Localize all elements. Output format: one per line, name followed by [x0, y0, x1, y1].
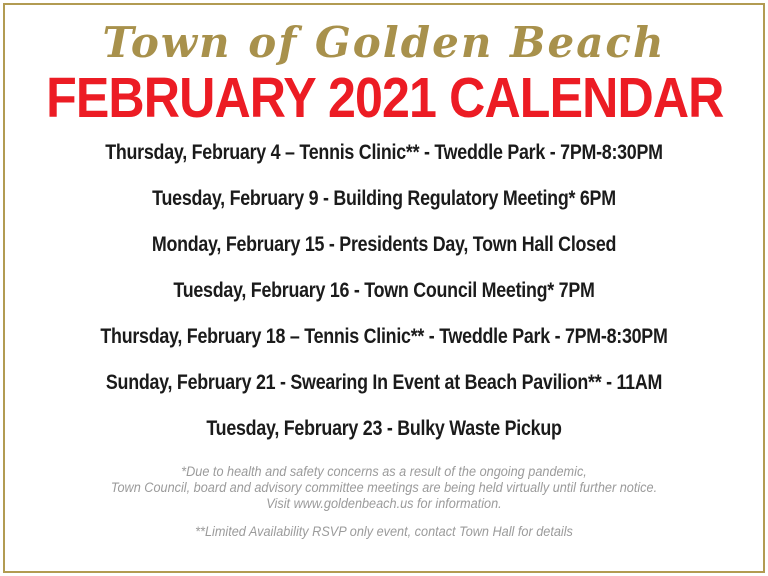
- event-line-feb15: Monday, February 15 - Presidents Day, Town Hall Closed: [151, 233, 617, 256]
- pandemic-footnote-line-3: Visit www.goldenbeach.us for information.: [266, 496, 502, 511]
- calendar-title: FEBRUARY 2021 CALENDAR: [46, 66, 724, 130]
- event-list: [0, 142, 768, 439]
- town-name-heading: Town of Golden Beach: [102, 18, 666, 67]
- event-line-feb21: Sunday, February 21 - Swearing In Event at Beach Pavilion** - 11AM: [105, 371, 663, 394]
- pandemic-footnote-line-1: *Due to health and safety concerns as a result of the ongoing pandemic,: [181, 464, 587, 479]
- event-line-feb9: Tuesday, February 9 - Building Regulatory Meeting* 6PM: [152, 187, 616, 210]
- rsvp-footnote: **Limited Availability RSVP only event, contact Town Hall for details: [195, 524, 573, 539]
- event-line-feb4: Thursday, February 4 – Tennis Clinic** - Tweddle Park - 7PM-8:30PM: [105, 141, 663, 164]
- event-line-feb16: Tuesday, February 16 - Town Council Meeting* 7PM: [173, 279, 595, 302]
- event-line-feb23: Tuesday, February 23 - Bulky Waste Pickup: [206, 417, 562, 440]
- event-line-feb18: Thursday, February 18 – Tennis Clinic** - Tweddle Park - 7PM-8:30PM: [100, 325, 668, 348]
- pandemic-footnote-line-2: Town Council, board and advisory committee meetings are being held virtually until further notice.: [110, 480, 658, 495]
- footnotes: [0, 464, 768, 540]
